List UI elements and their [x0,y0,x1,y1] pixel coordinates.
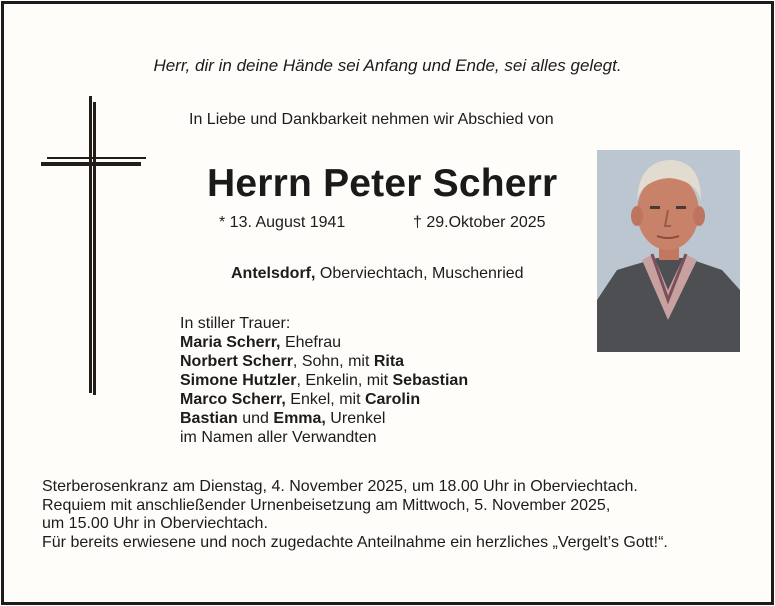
list-item: Maria Scherr, Ehefrau [180,334,341,351]
mourners-list [180,314,468,447]
portrait-photo [597,150,740,352]
death-date: † 29.Oktober 2025 [413,214,546,231]
birth-date: * 13. August 1941 [219,214,346,231]
list-item: Simone Hutzler, Enkelin, mit Sebastian [180,372,469,389]
service-details [42,478,668,552]
place-line [231,265,524,283]
footer-line: um 15.00 Uhr in Oberviechtach. [42,515,268,532]
intro-text: In Liebe und Dankbarkeit nehmen wir Abschied von [189,111,554,128]
list-item: Bastian und Emma, Urenkel [180,410,386,427]
footer-line: Requiem mit anschließender Urnenbeisetzung am Mittwoch, 5. November 2025, [42,496,611,514]
place-town: Antelsdorf, [231,265,316,282]
footer-line: Sterberosenkranz am Dienstag, 4. November 2025, um 18.00 Uhr in Oberviechtach. [42,478,638,495]
footer-line: Für bereits erwiesene und noch zugedachte Anteilnahme ein herzliches „Vergelt’s Gott!“. [42,533,668,551]
list-item: Norbert Scherr, Sohn, mit Rita [180,353,405,370]
mourners-closing: im Namen aller Verwandten [180,429,377,446]
deceased-name: Herrn Peter Scherr [207,162,558,205]
motto: Herr, dir in deine Hände sei Anfang und Ende, sei alles gelegt. [153,56,622,75]
place-rest: Oberviechtach, Muschenried [319,265,524,282]
list-item: Marco Scherr, Enkel, mit Carolin [180,391,421,408]
mourners-heading: In stiller Trauer: [180,315,291,332]
obituary-notice [1,1,774,605]
